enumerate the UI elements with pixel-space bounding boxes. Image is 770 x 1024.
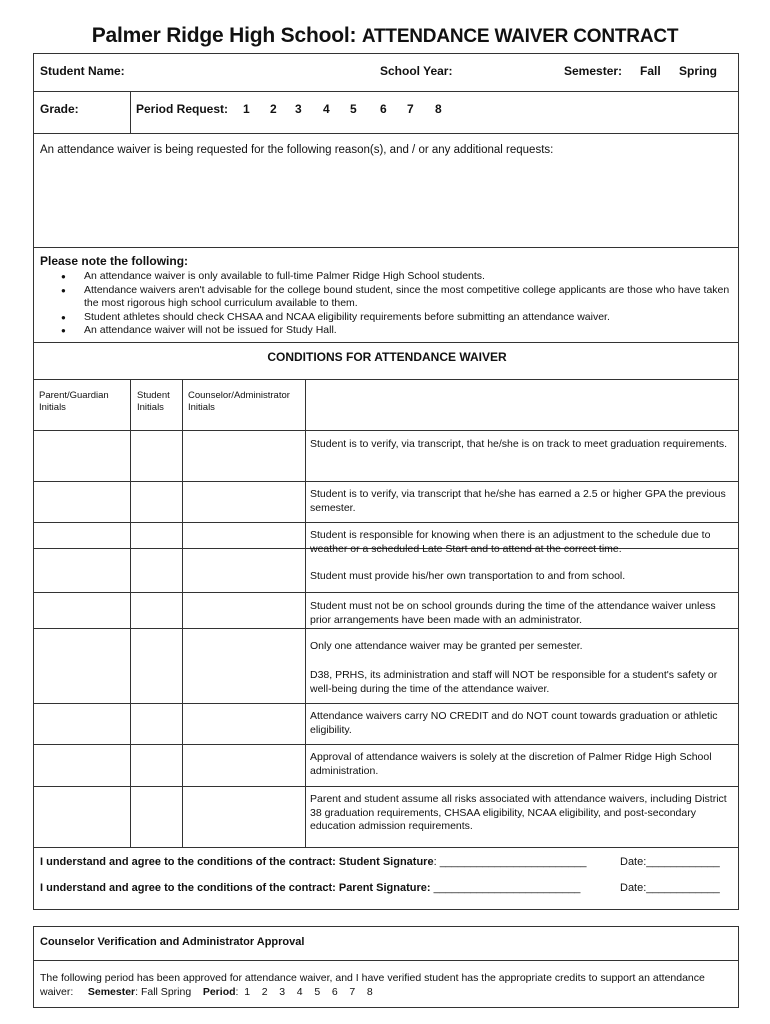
parent-signature-row[interactable] [40, 882, 580, 894]
condition-text: Student is to verify, via transcript, that he/she is on track to meet graduation requirements. [310, 438, 728, 450]
condition-text: Student must provide his/her own transportation to and from school. [310, 570, 626, 582]
parent-date-field[interactable]: Date:____________ [620, 882, 720, 894]
notes-heading: Please note the following: [40, 254, 189, 268]
condition-text: Approval of attendance waivers is solely at the discretion of Palmer Ridge High School administration. [310, 751, 712, 777]
col-student-initials: Student Initials [137, 390, 170, 413]
reason-input-area[interactable] [40, 162, 732, 242]
condition-text: D38, PRHS, its administration and staff will NOT be responsible for a student's safety or well-being during the time of the attendance waiver. [310, 669, 718, 695]
condition-text: Student must not be on school grounds during the time of the attendance waiver unless prior arrangements have been made with an administrator. [310, 600, 716, 626]
divider [34, 960, 738, 961]
condition-text: Student is to verify, via transcript that he/she has earned a 2.5 or higher GPA the previous semester. [310, 488, 726, 514]
student-signature-label: I understand and agree to the conditions of the contract: Student Signature [40, 856, 434, 868]
notes-section [40, 254, 735, 338]
counselor-period-label: Period [202, 986, 236, 998]
period-option-7[interactable]: 7 [407, 102, 414, 116]
semester-label: Semester: [564, 64, 623, 78]
divider [34, 592, 738, 593]
student-signature-row[interactable] [40, 856, 587, 868]
divider [34, 628, 738, 629]
period-request-label: Period Request: [136, 102, 229, 116]
counselor-approval-box [33, 926, 739, 1008]
divider [34, 786, 738, 787]
counselor-text: The following period has been approved for attendance waiver, and I have verified student has the appropriate credits to support an attendance waiver: Semester: Fall Spring Period: 1 2 3 4 5 6 7 8 [40, 972, 705, 998]
period-option-5[interactable]: 5 [350, 102, 357, 116]
counselor-heading: Counselor Verification and Administrator Approval [40, 936, 305, 948]
period-option-4[interactable]: 4 [323, 102, 330, 116]
note-item: ● Attendance waivers aren't advisable for the college bound student, since the most competitive college applicants are those who have taken the most rigorous high school curriculum available to them. [40, 284, 735, 311]
condition-text: Attendance waivers carry NO CREDIT and do NOT count towards graduation or athletic eligibility. [310, 710, 718, 736]
divider [130, 91, 131, 133]
divider [182, 379, 183, 847]
condition-text: Parent and student assume all risks associated with attendance waivers, including District 38 graduation requirements, CHSAA eligibility, NCAA eligibility, and post-secondary education admission requirements. [310, 793, 727, 832]
student-name-label: Student Name: [40, 64, 125, 78]
divider [34, 847, 738, 848]
divider [34, 481, 738, 482]
divider [34, 522, 738, 523]
waiver-form [33, 53, 739, 910]
col-parent-initials: Parent/Guardian Initials [39, 390, 109, 413]
page-title: Palmer Ridge High School: ATTENDANCE WAIVER CONTRACT [91, 24, 679, 47]
divider [34, 247, 738, 248]
school-year-label: School Year: [380, 64, 453, 78]
reason-prompt: An attendance waiver is being requested for the following reason(s), and / or any additional requests: [40, 144, 554, 156]
divider [34, 744, 738, 745]
student-signature-line[interactable]: : ________________________ [433, 856, 587, 868]
note-item: ● An attendance waiver is only available to full-time Palmer Ridge High School students. [40, 270, 735, 284]
divider [34, 342, 738, 343]
period-option-3[interactable]: 3 [295, 102, 302, 116]
divider [130, 379, 131, 847]
parent-signature-line[interactable]: ________________________ [430, 882, 581, 894]
period-option-2[interactable]: 2 [270, 102, 277, 116]
semester-fall-option[interactable]: Fall [640, 64, 661, 78]
counselor-semester-options[interactable]: : Fall Spring [135, 986, 192, 998]
counselor-semester-label: Semester [87, 986, 136, 998]
semester-spring-option[interactable]: Spring [679, 64, 717, 78]
divider [34, 133, 738, 134]
parent-signature-label: I understand and agree to the conditions of the contract: Parent Signature: [40, 882, 431, 894]
grade-label: Grade: [40, 102, 79, 116]
divider [305, 379, 306, 847]
condition-text: Student is responsible for knowing when there is an adjustment to the schedule due to weather or a scheduled Late Start and to attend at the correct time. [310, 529, 711, 555]
student-date-field[interactable]: Date:____________ [620, 856, 720, 868]
divider [34, 703, 738, 704]
divider [34, 430, 738, 431]
period-option-1[interactable]: 1 [243, 102, 250, 116]
period-option-8[interactable]: 8 [435, 102, 442, 116]
col-counselor-initials: Counselor/Administrator Initials [188, 390, 290, 413]
conditions-title: CONDITIONS FOR ATTENDANCE WAIVER [267, 350, 507, 364]
counselor-period-options[interactable]: : 1 2 3 4 5 6 7 8 [235, 986, 373, 998]
period-option-6[interactable]: 6 [380, 102, 387, 116]
divider [34, 91, 738, 92]
divider [34, 379, 738, 380]
condition-text: Only one attendance waiver may be granted per semester. [310, 640, 583, 652]
note-item: ● An attendance waiver will not be issued for Study Hall. [40, 324, 735, 338]
note-item: ● Student athletes should check CHSAA and NCAA eligibility requirements before submitting an attendance waiver. [40, 311, 735, 325]
